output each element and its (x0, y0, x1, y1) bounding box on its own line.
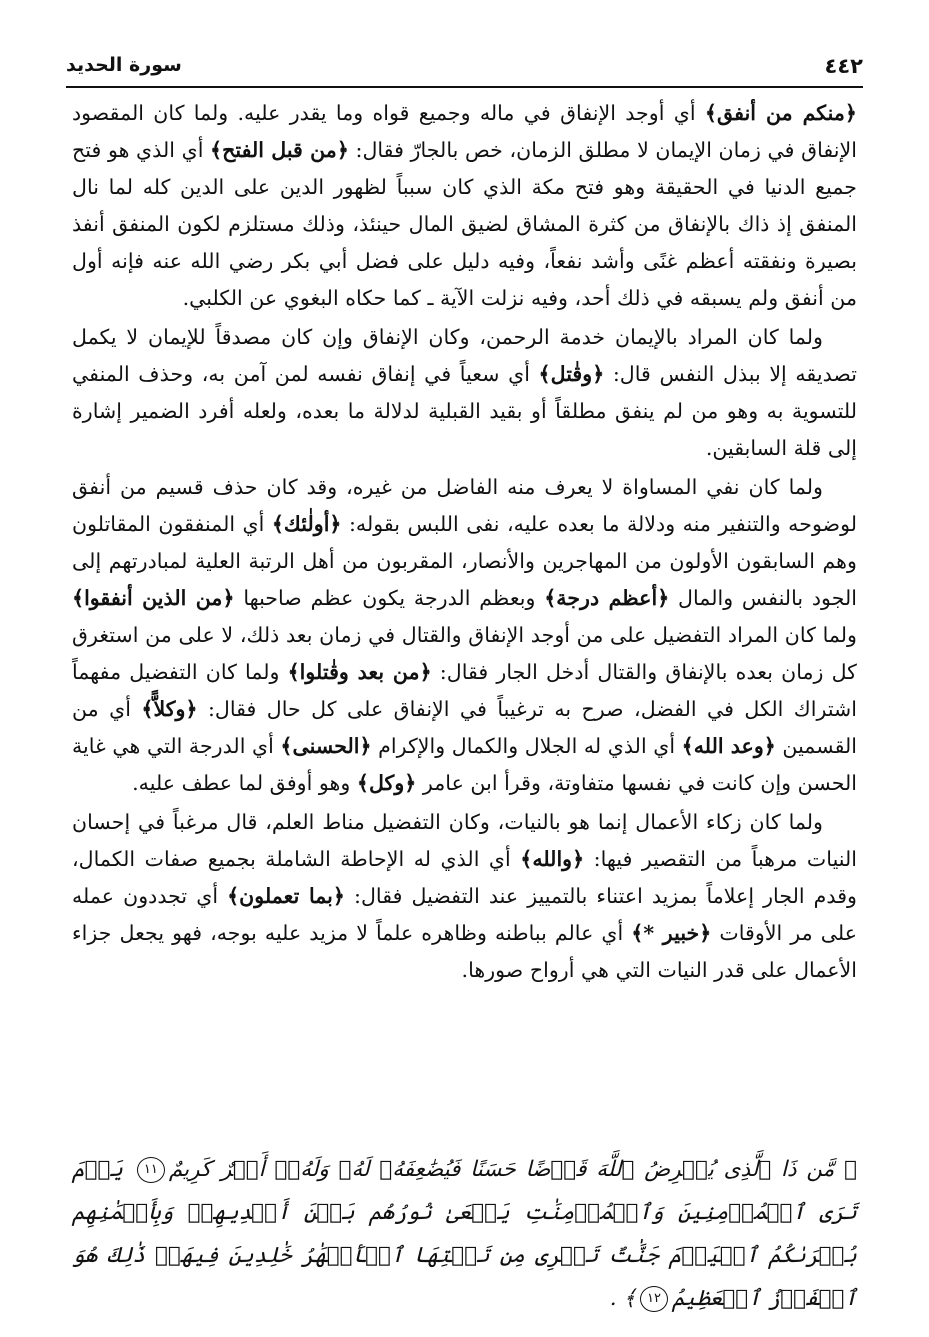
commentary-segment: وبعظم الدرجة يكون عظم صاحبها (234, 586, 545, 610)
commentary-segment: ولما كان زكاء الأعمال إنما هو بالنيات، وكان التفضيل مناط العلم، قال مرغباً في إحسان النيات مرهباً من التقصير فيها: (72, 810, 857, 871)
commentary-segment: ولما كان المراد بالإيمان خدمة الرحمن، وكان الإنفاق وإن كان مصدقاً للإيمان لا يكمل تصديقه إلا ببذل النفس قال: (72, 325, 857, 386)
quran-quote: ﴿وكل﴾ (356, 771, 417, 795)
quran-quote: ﴿بما تعملون﴾ (227, 884, 345, 908)
quran-quote: ﴿أعظم درجة﴾ (544, 586, 670, 610)
surah-title: سورة الحديد (66, 54, 182, 76)
verse-text: يَوۡمَ تَرَى ٱلۡمُؤۡمِنِينَ وَٱلۡمُؤۡمِنَٰتِ يَسۡعَىٰ نُورُهُم بَيۡنَ أَيۡدِيهِمۡ وَبِأَيۡمَٰنِهِم بُشۡرَىٰكُمُ ٱلۡيَوۡمَ جَنَّٰتٌ تَجۡرِى مِن تَحۡتِهَا ٱلۡأَنۡهَٰرُ خَٰلِدِينَ فِيهَاۚ ذَٰلِكَ هُوَ ٱلۡفَوۡزُ ٱلۡعَظِيمُ (72, 1157, 857, 1311)
quran-quote: ﴿منكم من أنفق﴾ (704, 101, 857, 125)
commentary-segment: ولما كان المراد التفضيل على من أوجد الإنفاق والقتال في زمان بعد ذلك، لا على من استغرق كل زمان بعده بالإنفاق والقتال أدخل الجار فقال: (72, 623, 857, 684)
commentary-segment: أي تجددون عمله على مر الأوقات (72, 884, 857, 945)
quran-verse-block (72, 1148, 857, 1320)
paragraph-2 (72, 319, 857, 467)
quran-quote: ﴿من الذين أنفقوا﴾ (72, 586, 235, 610)
commentary-segment: وهو أوفق لما عطف عليه. (132, 771, 357, 795)
quran-quote: ﴿من قبل الفتح﴾ (210, 138, 349, 162)
quran-quote: ﴿خبير *﴾ (631, 921, 712, 945)
quran-quote: ﴿الحسنى﴾ (280, 734, 372, 758)
paragraph-4 (72, 804, 857, 989)
verse-text: ﴿ مَّن ذَا ٱلَّذِى يُقۡرِضُ ٱللَّهَ قَرۡضًا حَسَنًا فَيُضَٰعِفَهُۥ لَهُۥ وَلَهُۥٓ أَجۡرٌ كَرِيمٌ (168, 1157, 857, 1182)
quran-quote: ﴿وكلاًّ﴾ (141, 697, 198, 721)
ayah-number-marker: ١١ (137, 1157, 165, 1183)
commentary-segment: أي الدرجة التي هي غاية الحسن وإن كانت في نفسها متفاوتة، وقرأ ابن عامر (72, 734, 857, 795)
page-header (66, 50, 863, 88)
paragraph-3 (72, 469, 857, 802)
quran-quote: ﴿من بعد وقٰتلوا﴾ (287, 660, 432, 684)
page-number: ٤٤٢ (824, 54, 863, 78)
quran-quote: ﴿وقٰتل﴾ (538, 362, 605, 386)
quran-quote: ﴿والله﴾ (520, 847, 585, 871)
quran-quote: ﴿وعد الله﴾ (681, 734, 776, 758)
commentary-text (72, 95, 857, 989)
commentary-segment: أي الذي هو فتح جميع الدنيا في الحقيقة وهو فتح مكة الذي كان سبباً لظهور الدين على الدين كله لما نال المنفق إذ ذاك بالإنفاق من كثرة المشاق لضيق المال حينئذ، وذلك مستلزم لكون المنفق أنفذ بصيرة ونفقته أعظم غنًى وأشد نفعاً، وفيه دليل على فضل أبي بكر رضي الله عنه فإنه أول من أنفق ولم يسبقه في ذلك أحد، وفيه نزلت الآية ـ كما حكاه البغوي عن الكلبي. (72, 138, 857, 310)
ayah-number-marker: ١٢ (640, 1286, 668, 1312)
commentary-segment: أي من القسمين (72, 697, 858, 758)
commentary-segment: أي أوجد الإنفاق في ماله وجميع قواه وما يقدر عليه. ولما كان المقصود الإنفاق في زمان الإيمان لا مطلق الزمان، خص بالجارّ فقال: (72, 101, 857, 162)
commentary-segment: أي الذي له الإحاطة الشاملة بجميع صفات الكمال، وقدم الجار إعلاماً بمزيد اعتناء بالتمييز عند التفضيل فقال: (72, 847, 858, 908)
commentary-segment: أي المنفقون المقاتلون وهم السابقون الأولون من المهاجرين والأنصار، المقربون من أهل الرتبة العلية لمبادرتهم إلى الجود بالنفس والمال (72, 512, 857, 610)
commentary-segment: أي الذي له الجلال والكمال والإكرام (371, 734, 682, 758)
paragraph-1 (72, 95, 857, 317)
verse-closing: ﴾ . (609, 1286, 636, 1311)
commentary-segment: أي عالم بباطنه وظاهره علماً لا مزيد عليه بوجه، فهو يجعل جزاء الأعمال على قدر النيات التي هي أرواح صورها. (72, 921, 857, 982)
commentary-segment: ولما كان نفي المساواة لا يعرف منه الفاضل من غيره، وقد كان حذف قسيم من أنفق لوضوحه والتنفير منه ودلالة ما بعده عليه، نفى اللبس بقوله: (72, 475, 857, 536)
commentary-segment: أي سعياً في إنفاق نفسه لمن آمن به، وحذف المنفي للتسوية به وهو من لم ينفق مطلقاً أو بقيد القبلية لدلالة ما بعده، ولعله أفرد الضمير إشارة إلى قلة السابقين. (72, 362, 857, 460)
commentary-segment: ولما كان التفضيل مفهماً اشتراك الكل في الفضل، صرح به ترغيباً في الإنفاق على كل حال فقال: (72, 660, 858, 721)
quran-quote: ﴿أولٰئك﴾ (271, 512, 342, 536)
